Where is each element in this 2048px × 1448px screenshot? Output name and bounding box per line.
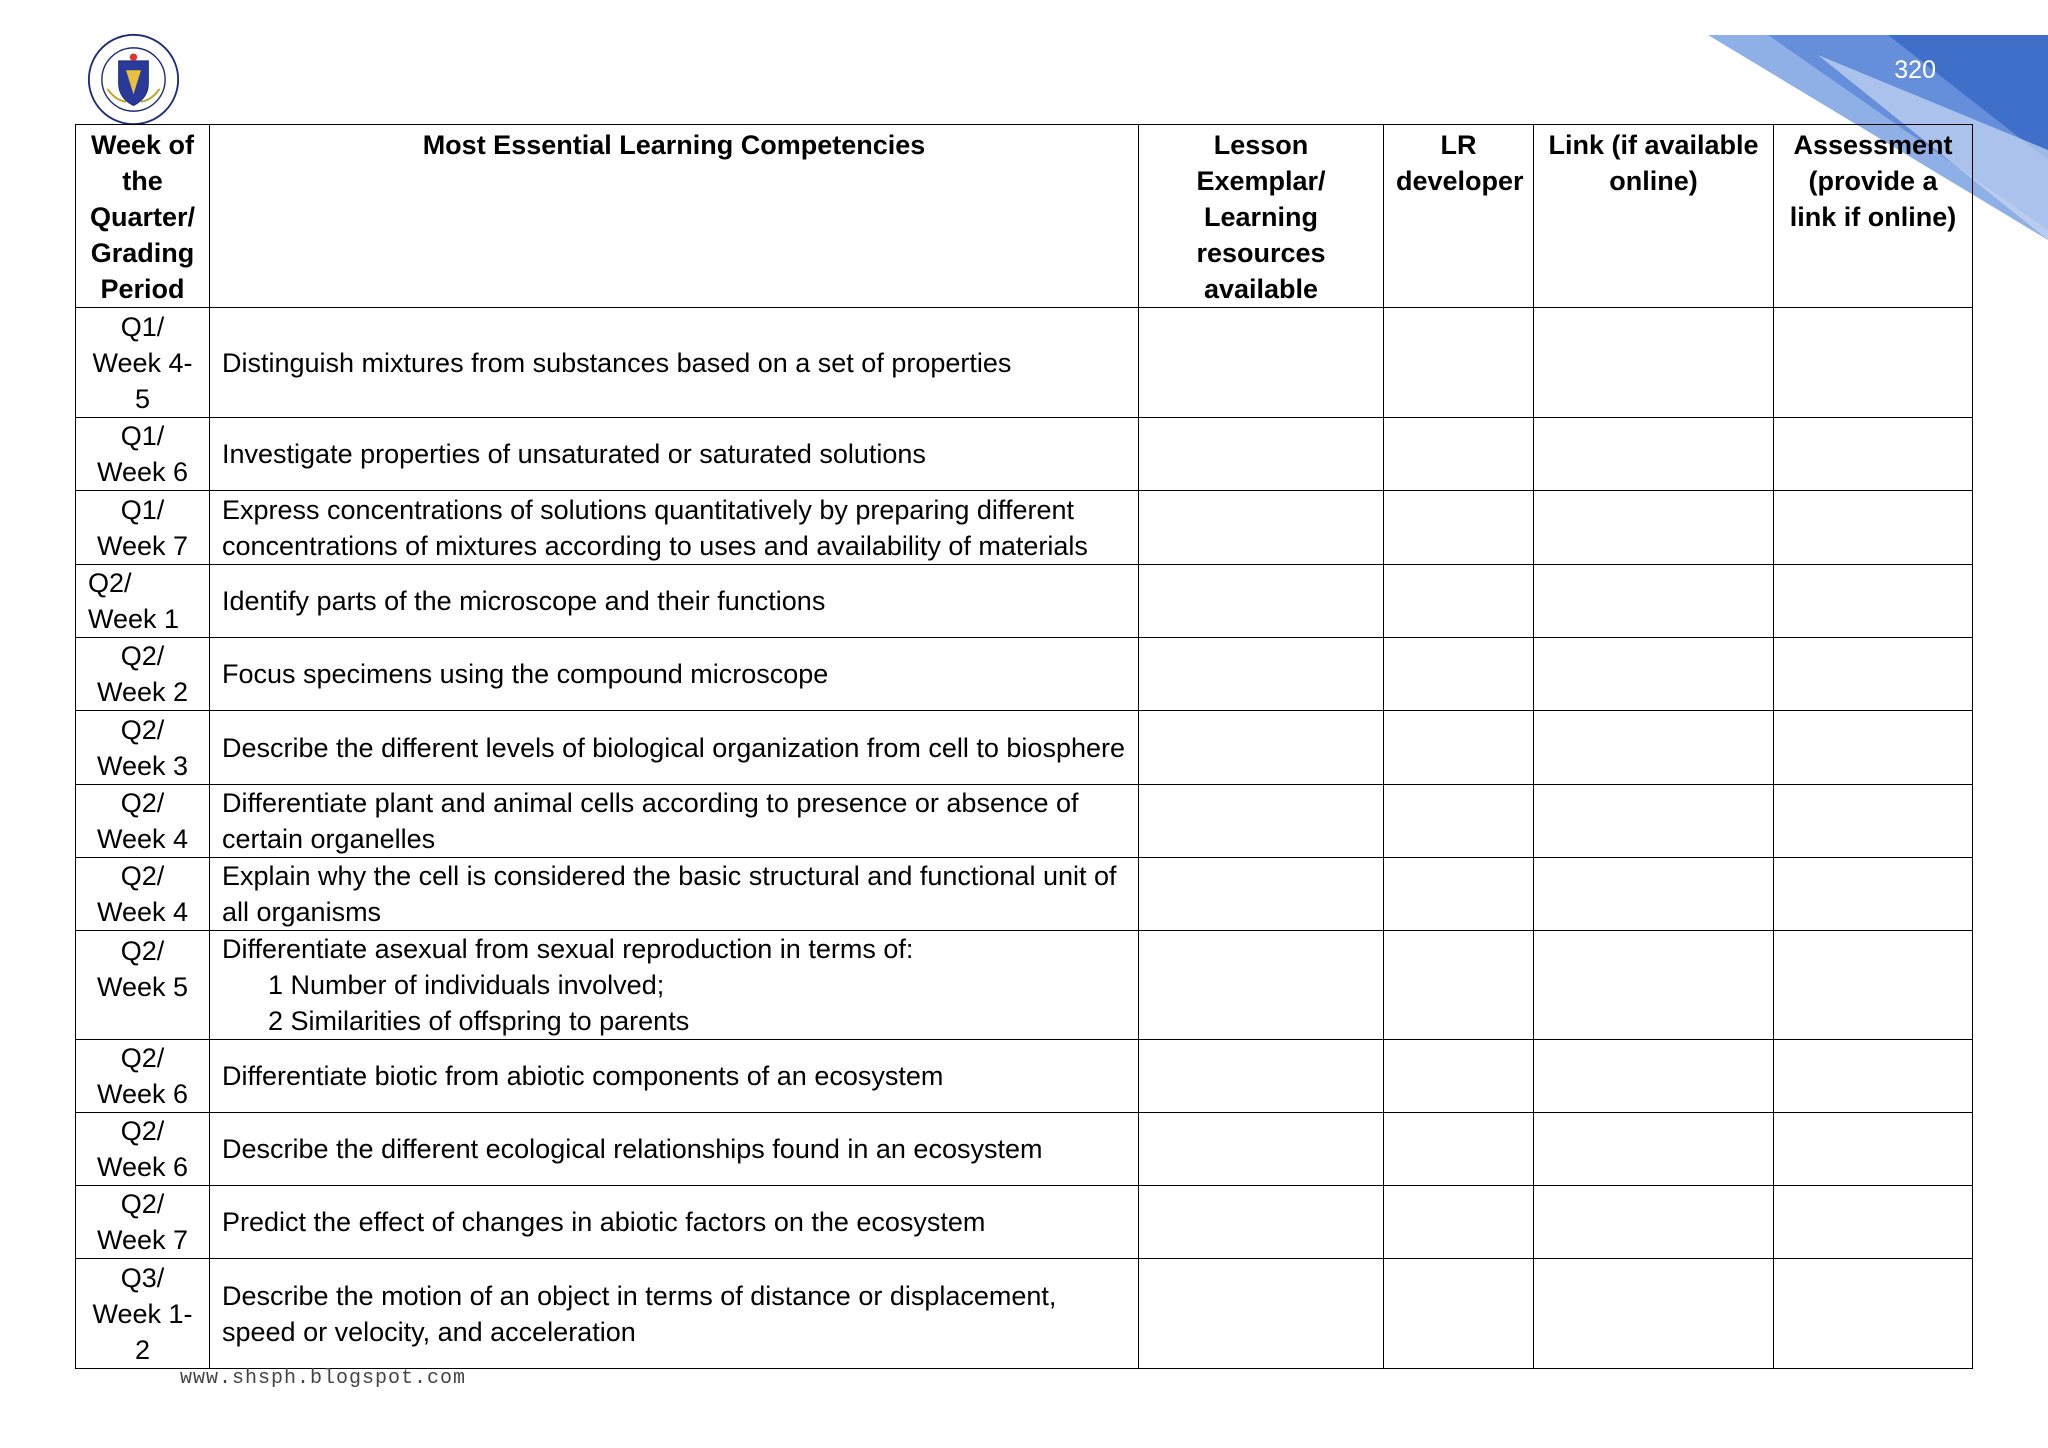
competency-cell: Describe the motion of an object in terms of distance or displacement, speed or velocity, and acceleration xyxy=(210,1259,1139,1369)
table-row xyxy=(76,711,1973,785)
lesson-cell xyxy=(1139,711,1384,785)
lr-cell xyxy=(1384,638,1534,711)
lesson-cell xyxy=(1139,931,1384,1040)
week-cell: Q2/ Week 6 xyxy=(76,1040,210,1113)
footer-url: www.shsph.blogspot.com xyxy=(180,1367,467,1390)
table-row xyxy=(76,638,1973,711)
lr-cell xyxy=(1384,785,1534,858)
page-number: 320 xyxy=(1894,56,1936,84)
header-melc: Most Essential Learning Competencies xyxy=(210,125,1139,308)
lesson-cell xyxy=(1139,565,1384,638)
lr-cell xyxy=(1384,491,1534,565)
competency-cell: Distinguish mixtures from substances based on a set of properties xyxy=(210,308,1139,418)
link-cell xyxy=(1534,1040,1774,1113)
link-cell xyxy=(1534,711,1774,785)
week-cell: Q2/ Week 3 xyxy=(76,711,210,785)
header-lr-developer: LR developer xyxy=(1384,125,1534,308)
link-cell xyxy=(1534,931,1774,1040)
lesson-cell xyxy=(1139,1113,1384,1186)
link-cell xyxy=(1534,1259,1774,1369)
link-cell xyxy=(1534,638,1774,711)
competency-cell: Describe the different ecological relationships found in an ecosystem xyxy=(210,1113,1139,1186)
lesson-cell xyxy=(1139,1186,1384,1259)
assessment-cell xyxy=(1774,418,1973,491)
week-cell: Q1/ Week 4-5 xyxy=(76,308,210,418)
assessment-cell xyxy=(1774,1186,1973,1259)
week-cell: Q2/ Week 1 xyxy=(76,565,210,638)
assessment-cell xyxy=(1774,785,1973,858)
table-row xyxy=(76,565,1973,638)
lr-cell xyxy=(1384,1113,1534,1186)
competency-cell: Differentiate biotic from abiotic components of an ecosystem xyxy=(210,1040,1139,1113)
link-cell xyxy=(1534,1113,1774,1186)
lr-cell xyxy=(1384,308,1534,418)
lesson-cell xyxy=(1139,785,1384,858)
assessment-cell xyxy=(1774,308,1973,418)
assessment-cell xyxy=(1774,1040,1973,1113)
week-cell: Q2/ Week 2 xyxy=(76,638,210,711)
link-cell xyxy=(1534,858,1774,931)
lesson-cell xyxy=(1139,491,1384,565)
lesson-cell xyxy=(1139,418,1384,491)
assessment-cell xyxy=(1774,931,1973,1040)
week-cell: Q2/ Week 5 xyxy=(76,931,210,1040)
competency-cell: Investigate properties of unsaturated or saturated solutions xyxy=(210,418,1139,491)
lesson-cell xyxy=(1139,638,1384,711)
competency-cell: Predict the effect of changes in abiotic factors on the ecosystem xyxy=(210,1186,1139,1259)
assessment-cell xyxy=(1774,638,1973,711)
competency-cell: Differentiate plant and animal cells according to presence or absence of certain organelles xyxy=(210,785,1139,858)
link-cell xyxy=(1534,1186,1774,1259)
week-cell: Q3/ Week 1-2 xyxy=(76,1259,210,1369)
table-row xyxy=(76,1186,1973,1259)
week-cell: Q1/ Week 7 xyxy=(76,491,210,565)
week-cell: Q2/ Week 7 xyxy=(76,1186,210,1259)
assessment-cell xyxy=(1774,565,1973,638)
week-cell: Q1/ Week 6 xyxy=(76,418,210,491)
table-row xyxy=(76,931,1973,1040)
competency-cell: Express concentrations of solutions quantitatively by preparing different concentrations of mixtures according to uses and availability of materials xyxy=(210,491,1139,565)
assessment-cell xyxy=(1774,711,1973,785)
lr-cell xyxy=(1384,1259,1534,1369)
assessment-cell xyxy=(1774,858,1973,931)
table-row xyxy=(76,1113,1973,1186)
link-cell xyxy=(1534,418,1774,491)
competency-cell xyxy=(210,931,1139,1040)
link-cell xyxy=(1534,565,1774,638)
lr-cell xyxy=(1384,1186,1534,1259)
lr-cell xyxy=(1384,711,1534,785)
lesson-cell xyxy=(1139,1040,1384,1113)
header-lesson-exemplar: Lesson Exemplar/ Learning resources available xyxy=(1139,125,1384,308)
header-link: Link (if available online) xyxy=(1534,125,1774,308)
lesson-cell xyxy=(1139,858,1384,931)
competency-subitem: 2 Similarities of offspring to parents xyxy=(268,1006,690,1036)
table-header-row xyxy=(76,125,1973,308)
table-row xyxy=(76,858,1973,931)
link-cell xyxy=(1534,491,1774,565)
table-row xyxy=(76,785,1973,858)
lr-cell xyxy=(1384,931,1534,1040)
assessment-cell xyxy=(1774,1259,1973,1369)
competency-text: Differentiate asexual from sexual reproduction in terms of: xyxy=(222,934,914,964)
lr-cell xyxy=(1384,1040,1534,1113)
lr-cell xyxy=(1384,418,1534,491)
lesson-cell xyxy=(1139,308,1384,418)
week-cell: Q2/ Week 6 xyxy=(76,1113,210,1186)
lesson-cell xyxy=(1139,1259,1384,1369)
competency-cell: Identify parts of the microscope and their functions xyxy=(210,565,1139,638)
assessment-cell xyxy=(1774,491,1973,565)
competency-cell: Describe the different levels of biological organization from cell to biosphere xyxy=(210,711,1139,785)
competency-cell: Explain why the cell is considered the basic structural and functional unit of all organisms xyxy=(210,858,1139,931)
table-row xyxy=(76,1259,1973,1369)
melc-table xyxy=(75,124,1973,1369)
header-assessment: Assessment (provide a link if online) xyxy=(1774,125,1973,308)
week-cell: Q2/ Week 4 xyxy=(76,785,210,858)
assessment-cell xyxy=(1774,1113,1973,1186)
competency-cell: Focus specimens using the compound microscope xyxy=(210,638,1139,711)
header-week: Week of the Quarter/ Grading Period xyxy=(76,125,210,308)
lr-cell xyxy=(1384,858,1534,931)
week-cell: Q2/ Week 4 xyxy=(76,858,210,931)
table-row xyxy=(76,308,1973,418)
table-row xyxy=(76,491,1973,565)
lr-cell xyxy=(1384,565,1534,638)
competency-subitem: 1 Number of individuals involved; xyxy=(268,970,665,1000)
table-row xyxy=(76,418,1973,491)
link-cell xyxy=(1534,785,1774,858)
table-row xyxy=(76,1040,1973,1113)
link-cell xyxy=(1534,308,1774,418)
deped-seal-logo xyxy=(87,33,180,126)
